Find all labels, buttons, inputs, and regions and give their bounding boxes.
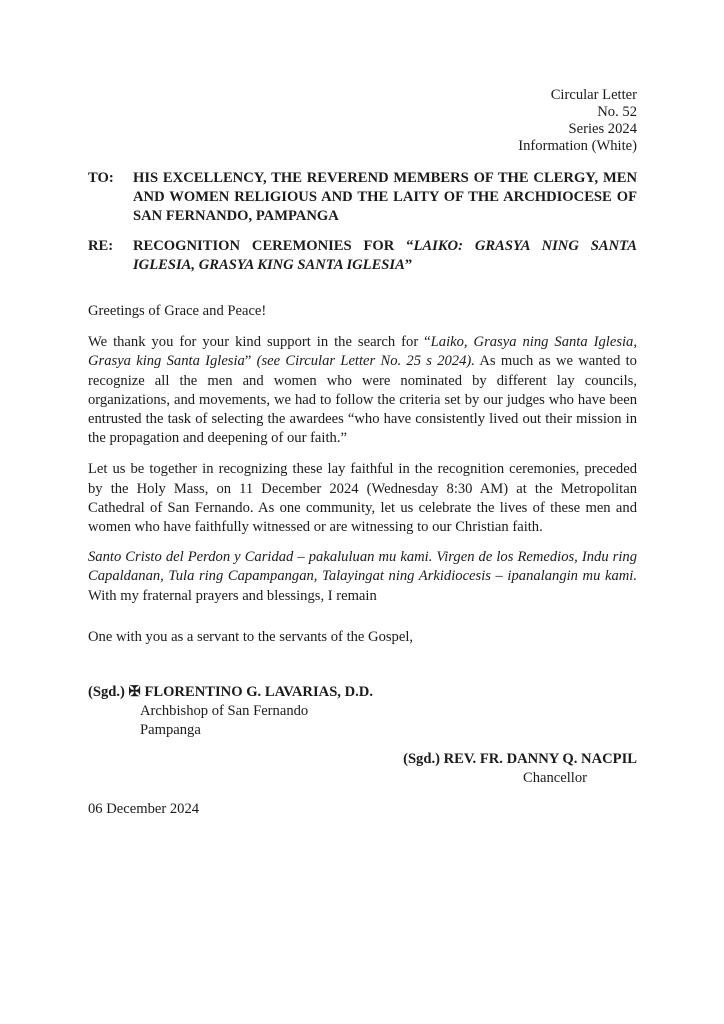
- paragraph-thanks: [88, 333, 637, 448]
- signature-chancellor: [88, 750, 637, 788]
- header-line-circular-letter: Circular Letter: [550, 87, 637, 103]
- paragraph-ceremony-details: Let us be together in recognizing these lay faithful in the recognition ceremonies, preceded by the Holy Mass, on 11 December 2024 (Wednesday 8:30 AM) at the Metropolitan Cathedral of San Fernando. As one community, let us celebrate the lives of these men and women who have faithfully witnessed or are witnessing to our Christian faith.: [88, 461, 637, 536]
- paragraph1-seg1: We thank you for your kind support in the search for “: [88, 334, 431, 351]
- paragraph3-prayer-invocation: Santo Cristo del Perdon y Caridad – pakaluluan mu kami. Virgen de los Remedios, Indu ring Capaldanan, Tula ring Capampangan, Talayingat ning Arkidiocesis – ipanalangin mu kami.: [88, 549, 637, 585]
- re-prefix: RECOGNITION CEREMONIES FOR: [133, 237, 407, 254]
- chancellor-signature-line: (Sgd.) REV. FR. DANNY Q. NACPIL: [403, 750, 637, 767]
- to-label: TO:: [88, 170, 114, 186]
- to-text: HIS EXCELLENCY, THE REVEREND MEMBERS OF THE CLERGY, MEN AND WOMEN RELIGIOUS AND THE LAITY OF THE ARCHDIOCESE OF SAN FERNANDO, PAMPANGA: [133, 170, 637, 225]
- header-line-number: No. 52: [597, 104, 637, 120]
- maltese-cross-icon: ✠: [128, 684, 145, 701]
- date-line: 06 December 2024: [88, 801, 200, 818]
- signature-archbishop: [88, 683, 637, 741]
- paragraph1-circular-ref: (see Circular Letter No. 25 s 2024).: [256, 353, 475, 370]
- header-line-series: Series 2024: [568, 121, 637, 137]
- paragraph1-seg3: ”: [244, 353, 257, 370]
- paragraph1-award-title: Laiko, Grasya ning Santa Iglesia, Grasya king Santa Iglesia: [88, 334, 638, 370]
- re-title: LAIKO: GRASYA NING SANTA IGLESIA, GRASYA KING SANTA IGLESIA: [133, 237, 637, 273]
- re-quote-open: “: [406, 237, 414, 254]
- chancellor-title: Chancellor: [522, 769, 587, 786]
- salutation: Greetings of Grace and Peace!: [88, 303, 267, 320]
- paragraph3-seg2: With my fraternal prayers and blessings, I remain: [88, 587, 377, 604]
- archbishop-location: Pampanga: [140, 722, 201, 739]
- closing-line: One with you as a servant to the servants of the Gospel,: [88, 628, 414, 645]
- archbishop-signature-line: [88, 683, 637, 702]
- paragraph-prayer: [88, 548, 637, 606]
- header-line-classification: Information (White): [518, 138, 637, 154]
- re-block: [88, 237, 637, 275]
- archbishop-title: Archbishop of San Fernando: [140, 703, 309, 720]
- re-label: RE:: [88, 237, 114, 254]
- archbishop-name: FLORENTINO G. LAVARIAS, D.D.: [144, 684, 373, 701]
- paragraph1-seg5: As much as we wanted to recognize all the men and women who were nominated by different lay councils, organizations, and movements, we had to follow the criteria set by our judges who have been entrusted the task of selecting the awardees “who have consistently lived out their mission in the propagation and deepening of our faith.”: [88, 353, 637, 447]
- sgd-label: (Sgd.): [88, 684, 129, 701]
- document-header: [88, 87, 637, 155]
- to-block: [88, 169, 637, 227]
- re-quote-close: ”: [404, 256, 413, 273]
